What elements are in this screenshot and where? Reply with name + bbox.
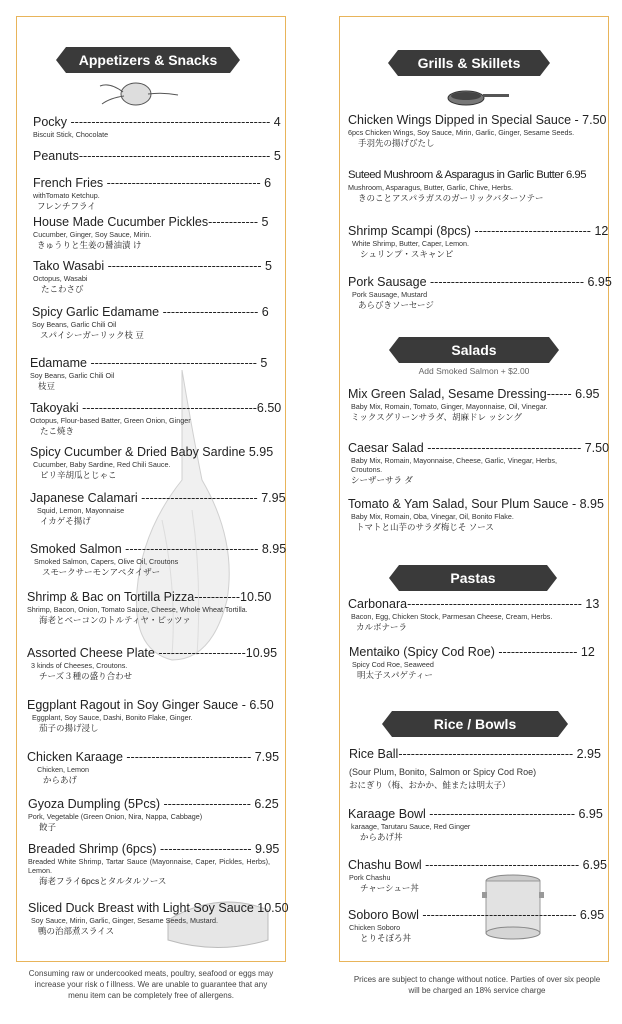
item-name: Smoked Salmon -------------------------------- 8.95 bbox=[30, 542, 287, 556]
item-jp: トマトと山芋のサラダ梅じそ ソース bbox=[356, 522, 494, 532]
left-footer-note: Consuming raw or undercooked meats, poultry, seafood or eggs may increase your risk o f illness. We are unable to guarantee that any menu item can be completely free of allergens. bbox=[28, 969, 274, 1000]
menu-item-cucumber-pickles bbox=[33, 215, 273, 251]
menu-item-tako-wasabi bbox=[33, 259, 273, 295]
item-jp: ミックスグリーンサラダ、胡麻ドレ ッシング bbox=[351, 412, 522, 422]
item-jp: 茄子の揚げ浸し bbox=[39, 723, 99, 733]
menu-item-chicken-karaage bbox=[27, 750, 279, 786]
item-desc: Pork Chashu bbox=[349, 873, 391, 882]
item-name: Soboro Bowl ------------------------------------- 6.95 bbox=[348, 908, 605, 922]
item-desc: Octopus, Wasabi bbox=[33, 274, 88, 283]
right-footer-note: Prices are subject to change without notice. Parties of over six people will be charged an 18% service charge bbox=[353, 975, 601, 995]
item-desc: Pork, Vegetable (Green Onion, Nira, Nappa, Cabbage) bbox=[28, 812, 203, 821]
menu-item-edamame bbox=[30, 356, 270, 392]
item-jp: あらびきソーセージ bbox=[358, 300, 434, 310]
item-jp: とりそぼろ丼 bbox=[360, 933, 412, 943]
item-jp: シュリンプ・スキャンピ bbox=[360, 249, 454, 259]
item-desc: Baby Mix, Romain, Mayonnaise, Cheese, Garlic, Vinegar, Herbs, Croutons. bbox=[351, 456, 558, 474]
item-desc: Shrimp, Bacon, Onion, Tomato Sauce, Cheese, Whole Wheat Tortilla. bbox=[27, 605, 248, 614]
item-desc: Smoked Salmon, Capers, Olive Oil, Croutons bbox=[34, 557, 179, 566]
item-name: Shrimp Scampi (8pcs) ---------------------------- 12 bbox=[348, 224, 609, 238]
item-name: Chicken Karaage ------------------------------ 7.95 bbox=[27, 750, 280, 764]
item-name: Peanuts---------------------------------------------- 5 bbox=[33, 149, 281, 163]
beet-illustration bbox=[98, 78, 180, 108]
item-jp: シーザーサラ ダ bbox=[351, 475, 413, 485]
item-jp: スパイシーガーリック枝 豆 bbox=[40, 330, 144, 340]
item-desc: Eggplant, Soy Sauce, Dashi, Bonito Flake, Ginger. bbox=[32, 713, 193, 722]
menu-item-spicy-cucumber bbox=[30, 445, 278, 481]
menu-item-mix-green-salad bbox=[348, 387, 613, 423]
item-name: Eggplant Ragout in Soy Ginger Sauce - 6.50 bbox=[27, 698, 274, 712]
menu-item-rice-ball bbox=[349, 747, 614, 791]
item-desc: Soy Beans, Garlic Chili Oil bbox=[30, 371, 115, 380]
item-name: Chashu Bowl ------------------------------------- 6.95 bbox=[348, 858, 607, 872]
menu-item-japanese-calamari bbox=[30, 491, 286, 527]
item-jp: おにぎり（梅、おかか、鮭または明太子） bbox=[349, 780, 511, 790]
item-desc: 3 kinds of Cheeses, Croutons. bbox=[31, 661, 128, 670]
item-jp: 明太子スパゲティー bbox=[357, 670, 433, 680]
item-name: Tomato & Yam Salad, Sour Plum Sauce - 8.95 bbox=[348, 497, 604, 511]
item-desc: Soy Beans, Garlic Chili Oil bbox=[32, 320, 117, 329]
item-desc: Chicken, Lemon bbox=[37, 765, 89, 774]
item-name: Breaded Shrimp (6pcs) ---------------------- 9.95 bbox=[28, 842, 280, 856]
item-desc: Baby Mix, Romain, Tomato, Ginger, Mayonnaise, Oil, Vinegar. bbox=[351, 402, 548, 411]
item-name: French Fries ------------------------------------- 6 bbox=[33, 176, 272, 190]
item-jp: 海老フライ6pcsとタルタルソース bbox=[39, 876, 167, 886]
item-jp: たこ焼き bbox=[40, 426, 75, 436]
item-desc: (Sour Plum, Bonito, Salmon or Spicy Cod Roe) bbox=[349, 767, 537, 777]
menu-item-caesar-salad bbox=[348, 441, 610, 486]
item-desc: Squid, Lemon, Mayonnaise bbox=[37, 506, 125, 515]
item-name: Pocky ------------------------------------------------ 4 bbox=[33, 115, 281, 129]
item-desc: Breaded White Shrimp, Tartar Sauce (Mayonnaise, Caper, Pickles, Herbs), Lemon. bbox=[28, 857, 270, 875]
item-jp: フレンチフライ bbox=[37, 201, 96, 211]
rice-bowls-header: Rice / Bowls bbox=[392, 711, 558, 737]
item-jp: からあげ丼 bbox=[360, 832, 403, 842]
item-desc: Cucumber, Ginger, Soy Sauce, Mirin. bbox=[33, 230, 152, 239]
item-jp: 鴨の治部煮スライス bbox=[38, 926, 115, 936]
menu-item-mushroom-asparagus bbox=[348, 168, 613, 204]
item-jp: イカゲそ揚げ bbox=[40, 516, 91, 526]
item-name: Japanese Calamari ---------------------------- 7.95 bbox=[30, 491, 286, 505]
item-desc: Mushroom, Asparagus, Butter, Garlic, Chive, Herbs. bbox=[348, 183, 513, 192]
salads-addon-note: Add Smoked Salmon + $2.00 bbox=[418, 366, 530, 376]
item-name: Assorted Cheese Plate ---------------------10.95 bbox=[27, 646, 278, 660]
menu-item-cheese-plate bbox=[27, 646, 279, 682]
menu-item-shrimp-scampi bbox=[348, 224, 613, 260]
item-desc: Octopus, Flour-based Batter, Green Onion, Ginger bbox=[30, 416, 191, 425]
menu-item-gyoza bbox=[28, 797, 280, 833]
menu-item-carbonara bbox=[348, 597, 613, 633]
menu-item-karaage-bowl bbox=[348, 807, 613, 843]
menu-item-takoyaki bbox=[30, 401, 282, 437]
item-name: Tako Wasabi ------------------------------------- 5 bbox=[33, 259, 273, 273]
salads-header: Salads bbox=[399, 337, 549, 363]
item-desc: Spicy Cod Roe, Seaweed bbox=[352, 660, 434, 669]
item-name: Takoyaki ------------------------------------------6.50 bbox=[30, 401, 282, 415]
item-jp: ピリ辛胡瓜とじゃこ bbox=[40, 470, 117, 480]
item-name: Spicy Cucumber & Dried Baby Sardine 5.95 bbox=[30, 445, 274, 459]
item-name: Sliced Duck Breast with Light Soy Sauce 10.50 bbox=[28, 901, 289, 915]
item-jp: きゅうりと生姜の醤油漬 け bbox=[37, 240, 142, 250]
item-jp: からあげ bbox=[43, 775, 78, 785]
item-desc: Soy Sauce, Mirin, Garlic, Ginger, Sesame Seeds, Mustard. bbox=[31, 916, 218, 925]
item-jp: 海老とベーコンのトルティヤ・ピッツァ bbox=[39, 615, 191, 625]
menu-item-tomato-yam-salad bbox=[348, 497, 613, 533]
menu-item-french-fries bbox=[33, 176, 273, 212]
item-name: Mentaiko (Spicy Cod Roe) ------------------- 12 bbox=[349, 645, 595, 659]
item-name: Shrimp & Bac on Tortilla Pizza-----------10.50 bbox=[27, 590, 272, 604]
menu-item-chicken-wings bbox=[348, 113, 613, 149]
item-name: Chicken Wings Dipped in Special Sauce - 7.50 bbox=[348, 113, 607, 127]
menu-item-eggplant-ragout bbox=[27, 698, 279, 734]
item-desc: Pork Sausage, Mustard bbox=[352, 290, 428, 299]
item-name: Spicy Garlic Edamame ----------------------- 6 bbox=[32, 305, 269, 319]
item-jp: 手羽先の揚げびたし bbox=[358, 138, 435, 148]
menu-item-pork-sausage bbox=[348, 275, 613, 311]
item-jp: きのことアスパラガスのガーリックバターソテー bbox=[358, 193, 544, 203]
item-desc: Bacon, Egg, Chicken Stock, Parmesan Cheese, Cream, Herbs. bbox=[351, 612, 553, 621]
item-desc: 6pcs Chicken Wings, Soy Sauce, Mirin, Garlic, Ginger, Sesame Seeds. bbox=[348, 128, 575, 137]
item-jp: たこわさび bbox=[41, 284, 84, 294]
item-name: Rice Ball------------------------------------------ 2.95 bbox=[349, 747, 601, 761]
item-desc: Biscuit Stick, Chocolate bbox=[33, 130, 109, 139]
item-name: Mix Green Salad, Sesame Dressing------ 6.95 bbox=[348, 387, 600, 401]
item-desc: karaage, Tarutaru Sauce, Red Ginger bbox=[351, 822, 471, 831]
grills-header: Grills & Skillets bbox=[398, 50, 540, 76]
item-name: Karaage Bowl ----------------------------------- 6.95 bbox=[348, 807, 603, 821]
menu-item-duck-breast bbox=[28, 901, 289, 937]
menu-item-peanuts bbox=[33, 149, 281, 164]
menu-item-mentaiko bbox=[349, 645, 614, 681]
item-desc: White Shrimp, Butter, Caper, Lemon. bbox=[352, 239, 470, 248]
item-name: Pork Sausage ------------------------------------- 6.95 bbox=[348, 275, 612, 289]
menu-item-spicy-edamame bbox=[32, 305, 272, 341]
item-desc: withTomato Ketchup. bbox=[33, 191, 100, 200]
item-name: House Made Cucumber Pickles------------ 5 bbox=[33, 215, 269, 229]
item-desc: Baby Mix, Romain, Oba, Vinegar, Oil, Bonito Flake. bbox=[351, 512, 514, 521]
menu-item-soboro-bowl bbox=[348, 908, 613, 944]
menu-item-breaded-shrimp bbox=[28, 842, 280, 887]
menu-item-tortilla-pizza bbox=[27, 590, 279, 626]
item-name: Carbonara------------------------------------------ 13 bbox=[348, 597, 600, 611]
item-jp: 枝豆 bbox=[38, 381, 56, 391]
item-desc: Chicken Soboro bbox=[349, 923, 401, 932]
item-name: Gyoza Dumpling (5Pcs) --------------------- 6.25 bbox=[28, 797, 279, 811]
item-name: Caesar Salad ------------------------------------- 7.50 bbox=[348, 441, 610, 455]
item-jp: 餃子 bbox=[39, 822, 57, 832]
menu-item-smoked-salmon bbox=[30, 542, 287, 578]
appetizers-header: Appetizers & Snacks bbox=[66, 47, 230, 73]
menu-item-pocky bbox=[33, 115, 281, 139]
item-name: Suteed Mushroom & Asparagus in Garlic Butter 6.95 bbox=[348, 169, 586, 181]
pastas-header: Pastas bbox=[399, 565, 547, 591]
item-jp: チーズ３種の盛り合わせ bbox=[39, 671, 133, 681]
item-desc: Cucumber, Baby Sardine, Red Chili Sauce. bbox=[33, 460, 171, 469]
item-jp: チャーシュー丼 bbox=[360, 883, 419, 893]
item-jp: カルボナーラ bbox=[356, 622, 408, 632]
menu-item-chashu-bowl bbox=[348, 858, 613, 894]
item-name: Edamame ---------------------------------------- 5 bbox=[30, 356, 268, 370]
skillet-illustration bbox=[446, 84, 510, 110]
item-jp: スモークサーモンアペタイザー bbox=[42, 567, 161, 577]
